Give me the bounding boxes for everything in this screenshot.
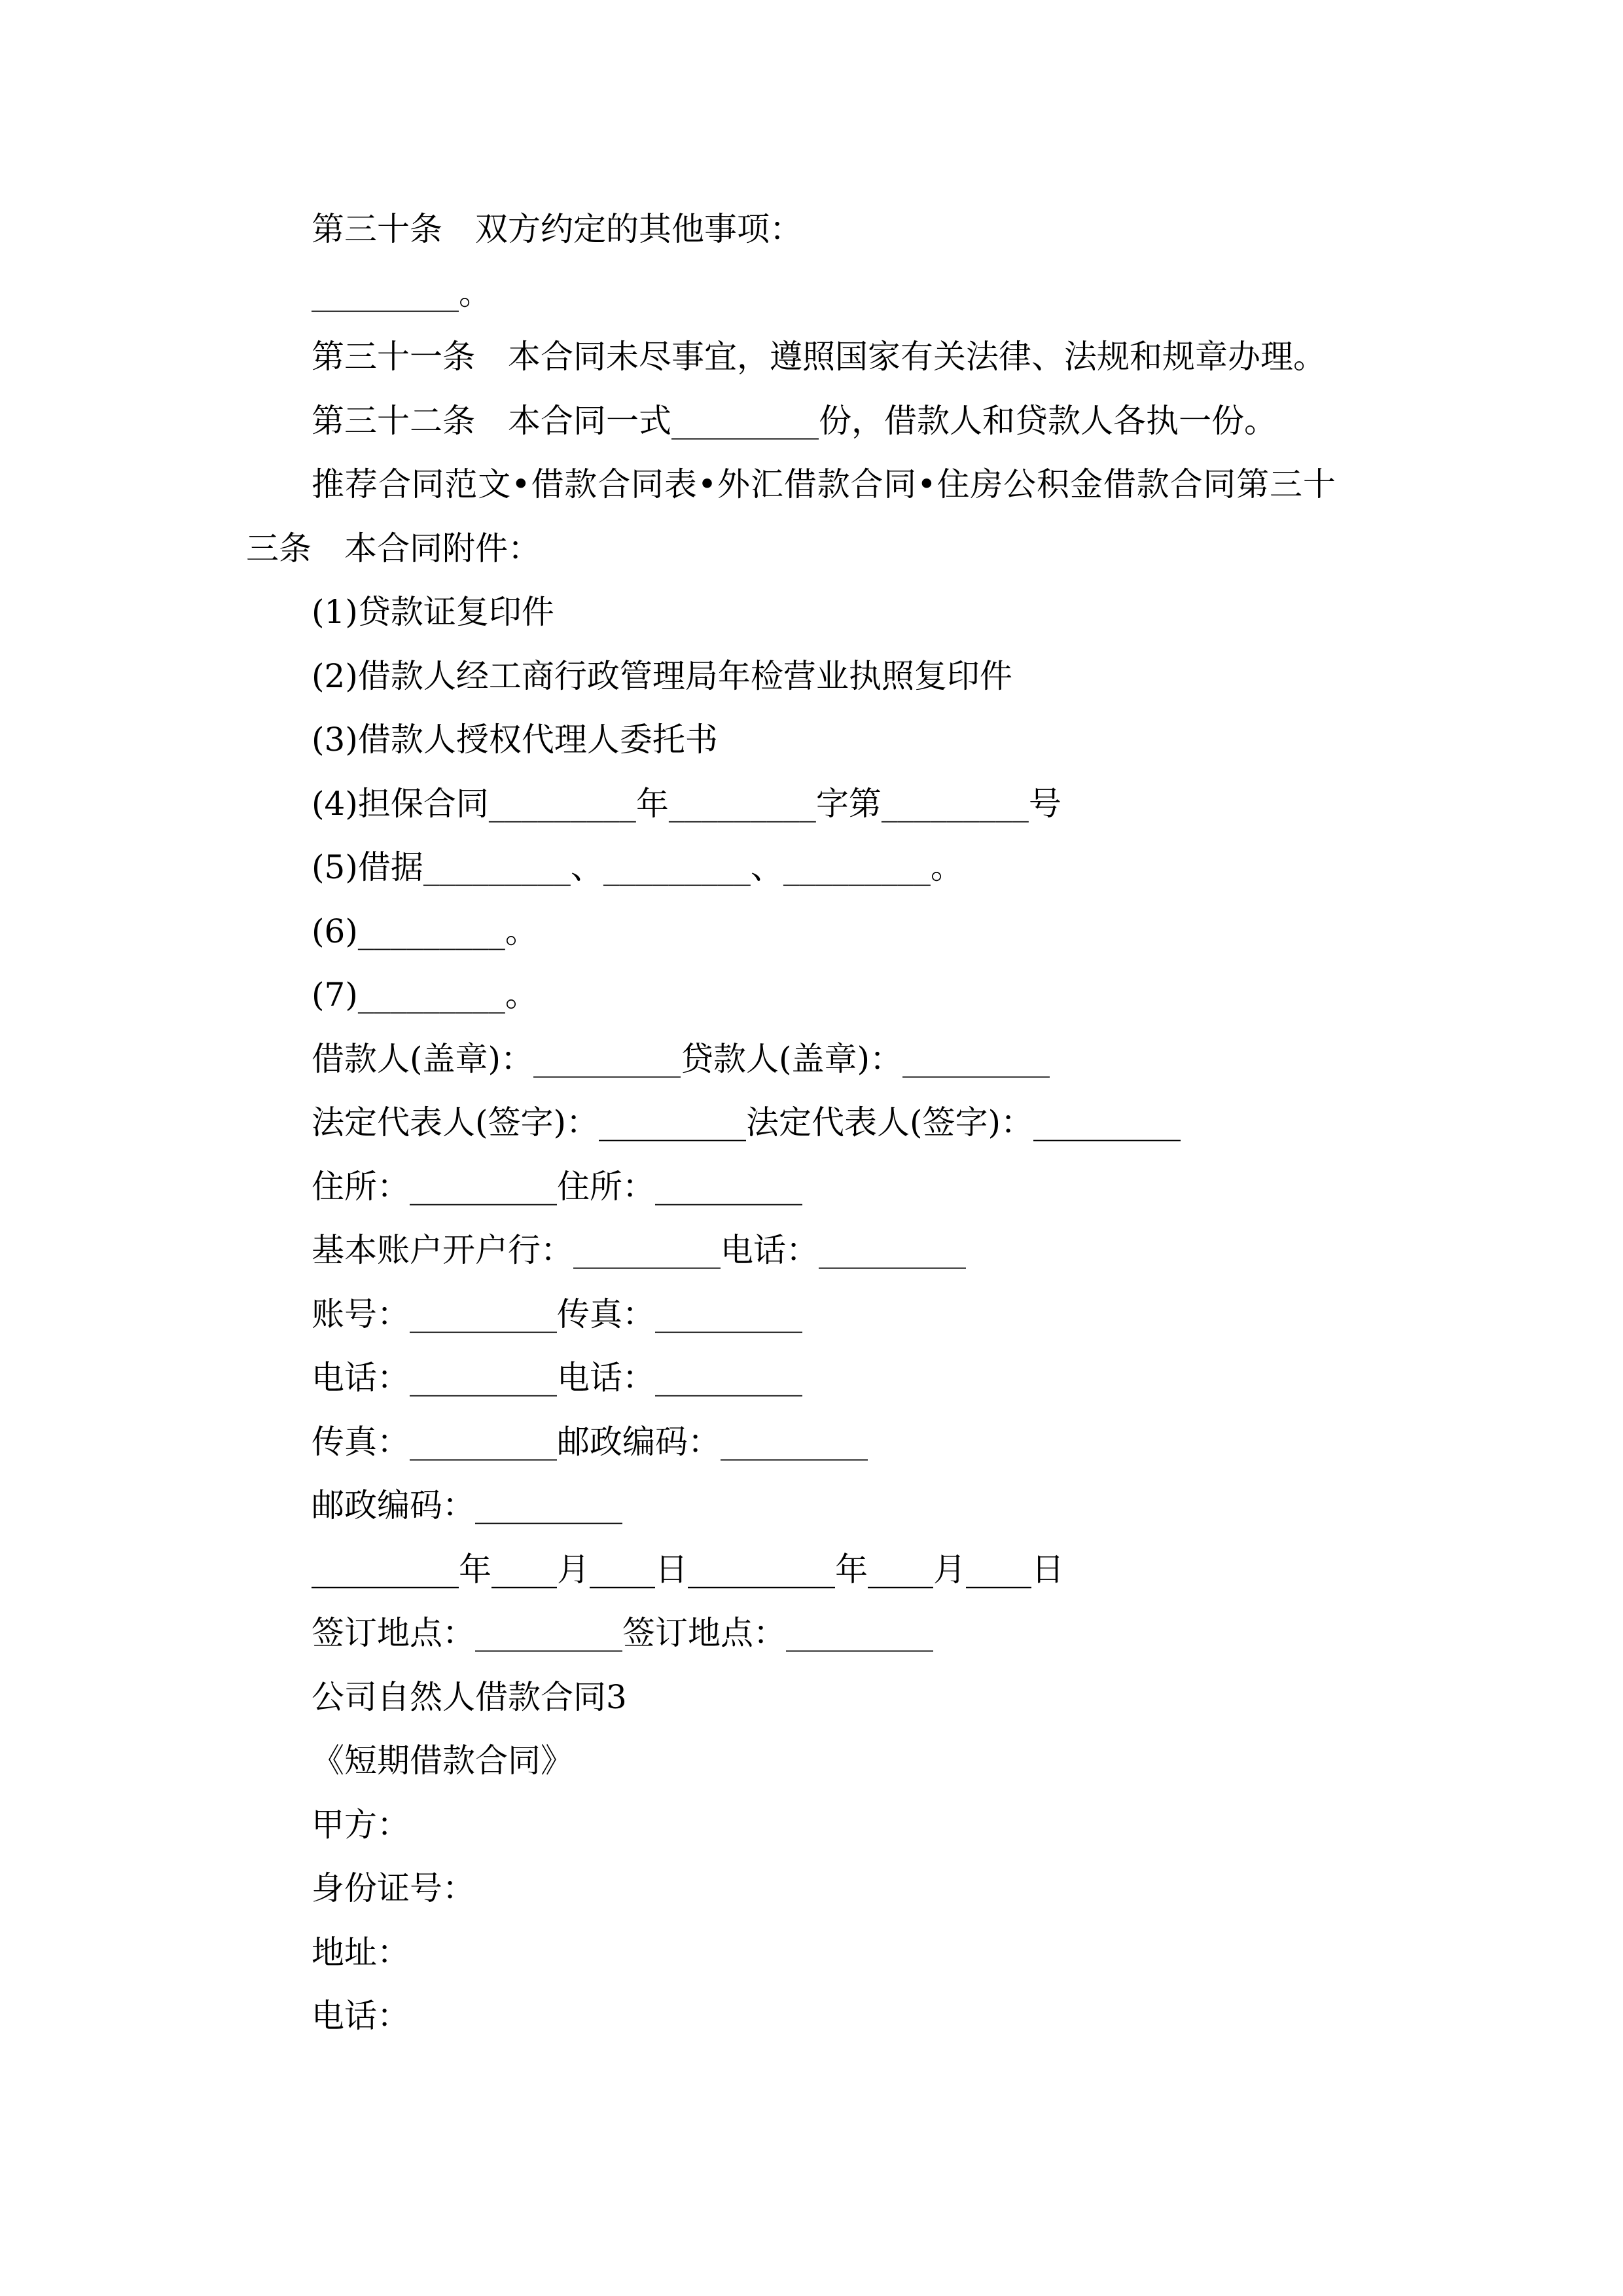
article-30-text: 第三十条 双方约定的其他事项： xyxy=(312,210,802,248)
article-32-before: 第三十二条 本合同一式 xyxy=(312,401,671,440)
blank-line: _________ xyxy=(668,784,816,823)
document-body xyxy=(246,198,1398,2049)
date-unit: 年 xyxy=(835,1550,868,1588)
blank-line: _________ xyxy=(671,401,819,440)
blank-line: _________ xyxy=(603,848,751,886)
signature-label: 基本账户开户行： xyxy=(312,1231,573,1269)
blank-line: ____ xyxy=(491,1550,557,1588)
attachment-item-2 xyxy=(246,645,1398,709)
signature-label: 传真： xyxy=(312,1422,410,1461)
contract-3-heading xyxy=(246,1666,1398,1730)
attachment-text: 字第 xyxy=(815,784,882,823)
attachment-text: (3)借款人授权代理人委托书 xyxy=(312,721,718,759)
field-phone xyxy=(246,1984,1398,2049)
attachment-text: 。 xyxy=(505,912,538,950)
signature-label: 邮政编码： xyxy=(557,1422,721,1461)
attachment-text: (2)借款人经工商行政管理局年检营业执照复印件 xyxy=(312,656,1012,695)
signature-row-address xyxy=(246,1155,1398,1219)
signature-label: 住所： xyxy=(557,1167,655,1206)
attachment-text: 号 xyxy=(1028,784,1061,823)
blank-line: _________ xyxy=(312,1550,459,1588)
blank-line: _________ xyxy=(1033,1103,1181,1141)
blank-line: _________ xyxy=(721,1422,868,1461)
attachment-text: 年 xyxy=(635,784,669,823)
blank-line: _________ xyxy=(312,274,459,312)
blank-line: ____ xyxy=(590,1550,655,1588)
signature-row-bank xyxy=(246,1219,1398,1283)
blank-line: _________ xyxy=(410,1295,557,1333)
blank-line: _________ xyxy=(475,1486,622,1524)
signature-row-legal-rep xyxy=(246,1091,1398,1155)
field-party-a xyxy=(246,1793,1398,1857)
signature-label: 电话： xyxy=(557,1359,655,1397)
signature-label: 签订地点： xyxy=(312,1614,475,1652)
field-label: 甲方： xyxy=(312,1805,410,1844)
signature-row-fax xyxy=(246,1410,1398,1475)
signature-label: 住所： xyxy=(312,1167,410,1206)
date-unit: 日 xyxy=(1031,1550,1064,1588)
signature-row-account xyxy=(246,1283,1398,1347)
signature-label: 电话： xyxy=(312,1359,410,1397)
contract-3-title-text: 《短期借款合同》 xyxy=(312,1742,573,1780)
blank-line: _________ xyxy=(688,1550,835,1588)
signature-label: 借款人(盖章)： xyxy=(312,1039,534,1078)
blank-line: _________ xyxy=(533,1039,681,1078)
blank-line: _________ xyxy=(599,1103,747,1141)
attachment-text: (7) xyxy=(312,976,358,1014)
blank-line: _________ xyxy=(410,1167,557,1206)
field-address xyxy=(246,1921,1398,1985)
article-32-after: 份，借款人和贷款人各执一份。 xyxy=(819,401,1277,440)
attachment-item-3 xyxy=(246,708,1398,772)
article-30-end: 。 xyxy=(459,274,491,312)
field-label: 电话： xyxy=(312,1997,410,2035)
blank-line: _________ xyxy=(902,1039,1050,1078)
signature-label: 邮政编码： xyxy=(312,1486,475,1524)
blank-line: _________ xyxy=(881,784,1029,823)
attachment-item-5 xyxy=(246,836,1398,900)
blank-line: _________ xyxy=(655,1167,802,1206)
date-unit: 日 xyxy=(655,1550,688,1588)
article-31-text: 第三十一条 本合同未尽事宜，遵照国家有关法律、法规和规章办理。 xyxy=(312,338,1326,376)
blank-line: _________ xyxy=(357,976,505,1014)
attachment-item-1 xyxy=(246,581,1398,645)
signature-label: 电话： xyxy=(721,1231,819,1269)
blank-line: _________ xyxy=(423,848,571,886)
article-32-line xyxy=(246,389,1398,454)
signature-label: 传真： xyxy=(557,1295,655,1333)
blank-line: _________ xyxy=(573,1231,721,1269)
blank-line: ____ xyxy=(966,1550,1031,1588)
attachment-item-7 xyxy=(246,963,1398,1028)
contract-3-title xyxy=(246,1729,1398,1793)
blank-line: _________ xyxy=(475,1614,622,1652)
attachment-text: (6) xyxy=(312,912,358,950)
signature-row-date xyxy=(246,1538,1398,1602)
signature-label: 法定代表人(签字)： xyxy=(746,1103,1034,1141)
date-unit: 年 xyxy=(459,1550,491,1588)
field-label: 地址： xyxy=(312,1933,410,1971)
blank-line: _________ xyxy=(783,848,931,886)
signature-row-postcode xyxy=(246,1474,1398,1538)
attachment-text: 。 xyxy=(505,976,538,1014)
article-30-fill-line xyxy=(246,262,1398,326)
article-33-line-1 xyxy=(246,453,1398,517)
signature-row-place xyxy=(246,1602,1398,1666)
attachment-text: 。 xyxy=(930,848,963,886)
attachment-text: (1)贷款证复印件 xyxy=(312,593,554,631)
article-31-line xyxy=(246,325,1398,389)
attachment-text: 、 xyxy=(750,848,783,886)
attachment-text: 、 xyxy=(570,848,603,886)
signature-label: 签订地点： xyxy=(622,1614,786,1652)
blank-line: _________ xyxy=(819,1231,966,1269)
contract-3-heading-text: 公司自然人借款合同3 xyxy=(312,1677,627,1716)
article-30-line xyxy=(246,198,1398,262)
signature-row-phone xyxy=(246,1346,1398,1410)
blank-line: _________ xyxy=(357,912,505,950)
attachment-text: (4)担保合同 xyxy=(312,784,489,823)
attachment-item-4 xyxy=(246,772,1398,836)
signature-label: 法定代表人(签字)： xyxy=(312,1103,599,1141)
attachment-text: (5)借据 xyxy=(312,848,423,886)
blank-line: _________ xyxy=(655,1295,802,1333)
article-33-line-2 xyxy=(246,517,1398,581)
blank-line: _________ xyxy=(488,784,636,823)
article-33-text-1: 推荐合同范文•借款合同表•外汇借款合同•住房公积金借款合同第三十 xyxy=(312,465,1336,503)
date-unit: 月 xyxy=(933,1550,966,1588)
blank-line: _________ xyxy=(655,1359,802,1397)
signature-label: 账号： xyxy=(312,1295,410,1333)
article-33-text-2: 三条 本合同附件： xyxy=(246,529,541,567)
field-label: 身份证号： xyxy=(312,1869,475,1907)
date-unit: 月 xyxy=(557,1550,590,1588)
attachment-item-6 xyxy=(246,900,1398,964)
signature-label: 贷款人(盖章)： xyxy=(681,1039,903,1078)
blank-line: _________ xyxy=(410,1422,557,1461)
blank-line: _________ xyxy=(410,1359,557,1397)
blank-line: ____ xyxy=(868,1550,933,1588)
signature-row-seal xyxy=(246,1028,1398,1092)
blank-line: _________ xyxy=(786,1614,933,1652)
field-id-number xyxy=(246,1857,1398,1921)
